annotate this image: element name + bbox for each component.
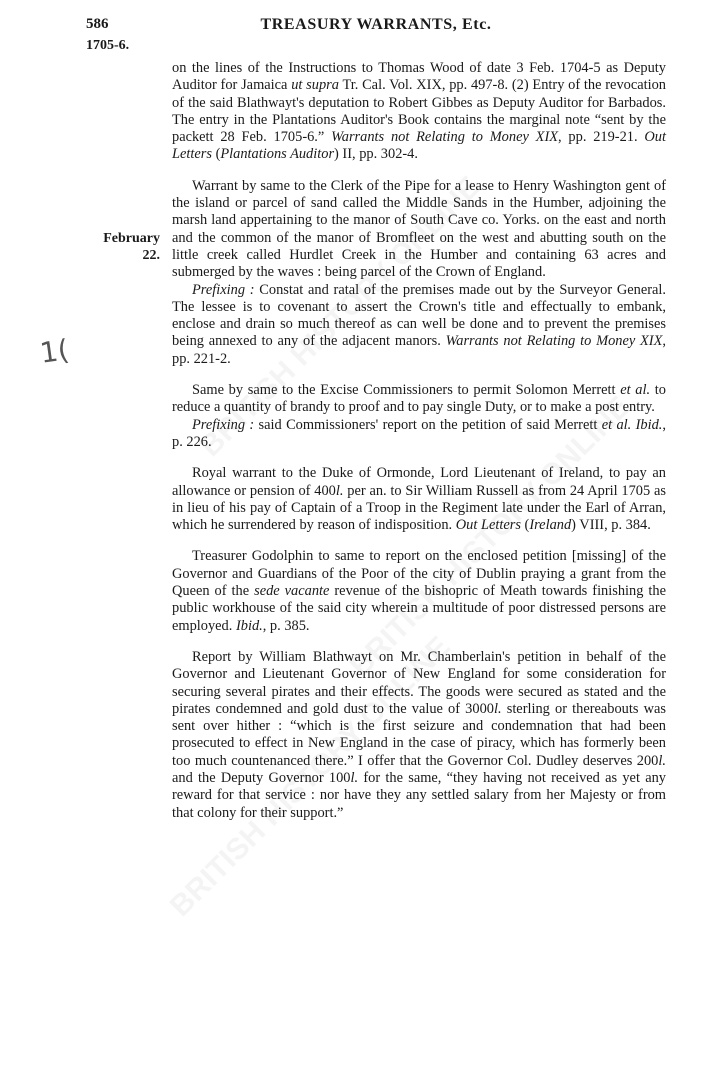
margin-date-day: 22. [142, 248, 160, 263]
paragraph-2: Warrant by same to the Clerk of the Pipe for a lease to Henry Washington gent of the island or parcel of sand called the Middle Sands in the Humber, adjoining the marsh land appertaining to the manor of South Cave co. Yorks. on the east and north and the common of the manor of Bromfleet on the west and abutting south on the little creek called Hurdlet Creek in the Humber and containing 63 acres and submerged by the waves : being parcel of the Crown of England. [172, 177, 666, 281]
paragraph-8: Report by William Blathwayt on Mr. Chamberlain's petition in behalf of the Governor and Lieutenant Governor of New England for some consideration for securing several pirates and their effects. The goods were secured as stated and the pirates condemned and gold dust to the value of 3000l. sterling or thereabouts was sent over hither : “which is the first seizure and condemnation that had been prosecuted to effect in New England in the case of piracy, which has formerly been too much countenanced there.” I offer that the Governor Col. Dudley deserves 200l. and the Deputy Governor 100l. for the same, “they having not received as yet any reward for that service : nor have they any settled salary from her Majesty or from that colony for their support.” [172, 648, 666, 821]
running-title: TREASURY WARRANTS, Etc. [260, 16, 492, 33]
page-number: 586 [86, 16, 109, 32]
page-header [86, 16, 666, 38]
paragraph-1: on the lines of the Instructions to Thomas Wood of date 3 Feb. 1704-5 as Deputy Auditor for Jamaica ut supra Tr. Cal. Vol. XIX, pp. 497-8. (2) Entry of the revocation of the said Blathwayt's deputation to Robert Gibbes as Deputy Auditor for Barbados. The entry in the Plantations Auditor's Book contains the marginal note “sent by the packett 28 Feb. 1705-6.” Warrants not Relating to Money XIX, pp. 219-21. Out Letters (Plantations Auditor) II, pp. 302-4. [172, 60, 666, 163]
document-body [172, 60, 666, 822]
pencil-annotation: 1( [37, 333, 71, 370]
paragraph-5: Prefixing : said Commissioners' report on the petition of said Merrett et al. Ibid., p. 226. [172, 416, 666, 450]
prefixing-label: Prefixing : [192, 416, 255, 433]
margin-year: 1705-6. [86, 38, 130, 53]
paragraph-3: Prefixing : Constat and ratal of the premises made out by the Surveyor General. The lessee is to covenant to assert the Crown's title and effectually to embank, enclose and drain so much thereof as can well be done and to prevent the premises being annexed to any of the adjacent manors. Warrants not Relating to Money XIX, pp. 221-2. [172, 281, 666, 367]
margin-date [86, 230, 160, 264]
paragraph-4: Same by same to the Excise Commissioners to permit Solomon Merrett et al. to reduce a quantity of brandy to proof and to pay single Duty, or to make a post entry. [172, 382, 667, 416]
paragraph-6: Royal warrant to the Duke of Ormonde, Lord Lieutenant of Ireland, to pay an allowance or pension of 400l. per an. to Sir William Russell as from 24 April 1705 as in lieu of his pay of Captain of a Troop in the Regiment late under the Earl of Arran, which he surrendered by reason of indisposition. Out Letters (Ireland) VIII, p. 384. [172, 465, 666, 534]
margin-date-month: February [103, 231, 160, 246]
paragraph-7: Treasurer Godolphin to same to report on the enclosed petition [missing] of the Governor and Guardians of the Poor of the city of Dublin praying a grant from the Queen of the sede vacante revenue of the bishopric of Meath towards finishing the public workhouse of the said city wherein a multitude of poor distressed persons are employed. Ibid., p. 385. [172, 548, 667, 634]
prefixing-label: Prefixing : [192, 281, 255, 298]
